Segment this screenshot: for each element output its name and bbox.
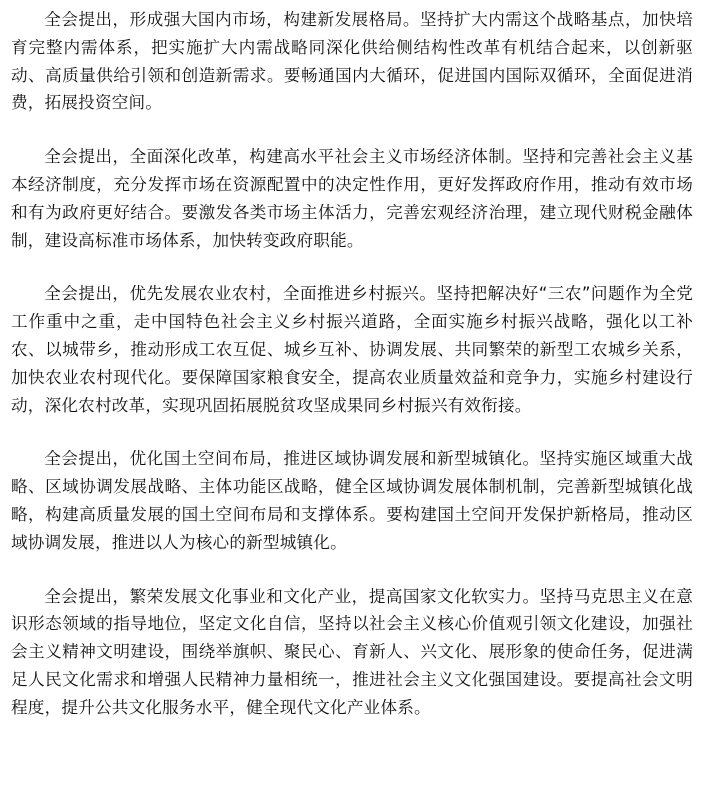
paragraph-domestic-market: 全会提出，形成强大国内市场，构建新发展格局。坚持扩大内需这个战略基点，加快培育完整内需体系，把实施扩大内需战略同深化供给侧结构性改革有机结合起来，以创新驱动、高质量供给引领和创造新需求。要畅通国内大循环，促进国内国际双循环，全面促进消费，拓展投资空间。 bbox=[11, 10, 693, 113]
article-body bbox=[11, 6, 693, 748]
paragraph-territorial-layout: 全会提出，优化国土空间布局，推进区域协调发展和新型城镇化。坚持实施区域重大战略、区域协调发展战略、主体功能区战略，健全区域协调发展体制机制，完善新型城镇化战略，构建高质量发展的国土空间布局和支撑体系。要构建国土空间开发保护新格局，推动区域协调发展，推进以人为核心的新型城镇化。 bbox=[11, 449, 693, 552]
paragraph-rural-revitalization: 全会提出，优先发展农业农村，全面推进乡村振兴。坚持把解决好“三农”问题作为全党工作重中之重，走中国特色社会主义乡村振兴道路，全面实施乡村振兴战略，强化以工补农、以城带乡，推动形成工农互促、城乡互补、协调发展、共同繁荣的新型工农城乡关系，加快农业农村现代化。要保障国家粮食安全，提高农业质量效益和竞争力，实施乡村建设行动，深化农村改革，实现巩固拓展脱贫攻坚成果同乡村振兴有效衔接。 bbox=[11, 284, 693, 415]
paragraph-deepen-reform: 全会提出，全面深化改革，构建高水平社会主义市场经济体制。坚持和完善社会主义基本经济制度，充分发挥市场在资源配置中的决定性作用，更好发挥政府作用，推动有效市场和有为政府更好结合。要激发各类市场主体活力，完善宏观经济治理，建立现代财税金融体制，建设高标准市场体系，加快转变政府职能。 bbox=[11, 147, 693, 250]
paragraph-culture: 全会提出，繁荣发展文化事业和文化产业，提高国家文化软实力。坚持马克思主义在意识形态领域的指导地位，坚定文化自信，坚持以社会主义核心价值观引领文化建设，加强社会主义精神文明建设，围绕举旗帜、聚民心、育新人、兴文化、展形象的使命任务，促进满足人民文化需求和增强人民精神力量相统一，推进社会主义文化强国建设。要提高社会文明程度，提升公共文化服务水平，健全现代文化产业体系。 bbox=[11, 586, 693, 717]
